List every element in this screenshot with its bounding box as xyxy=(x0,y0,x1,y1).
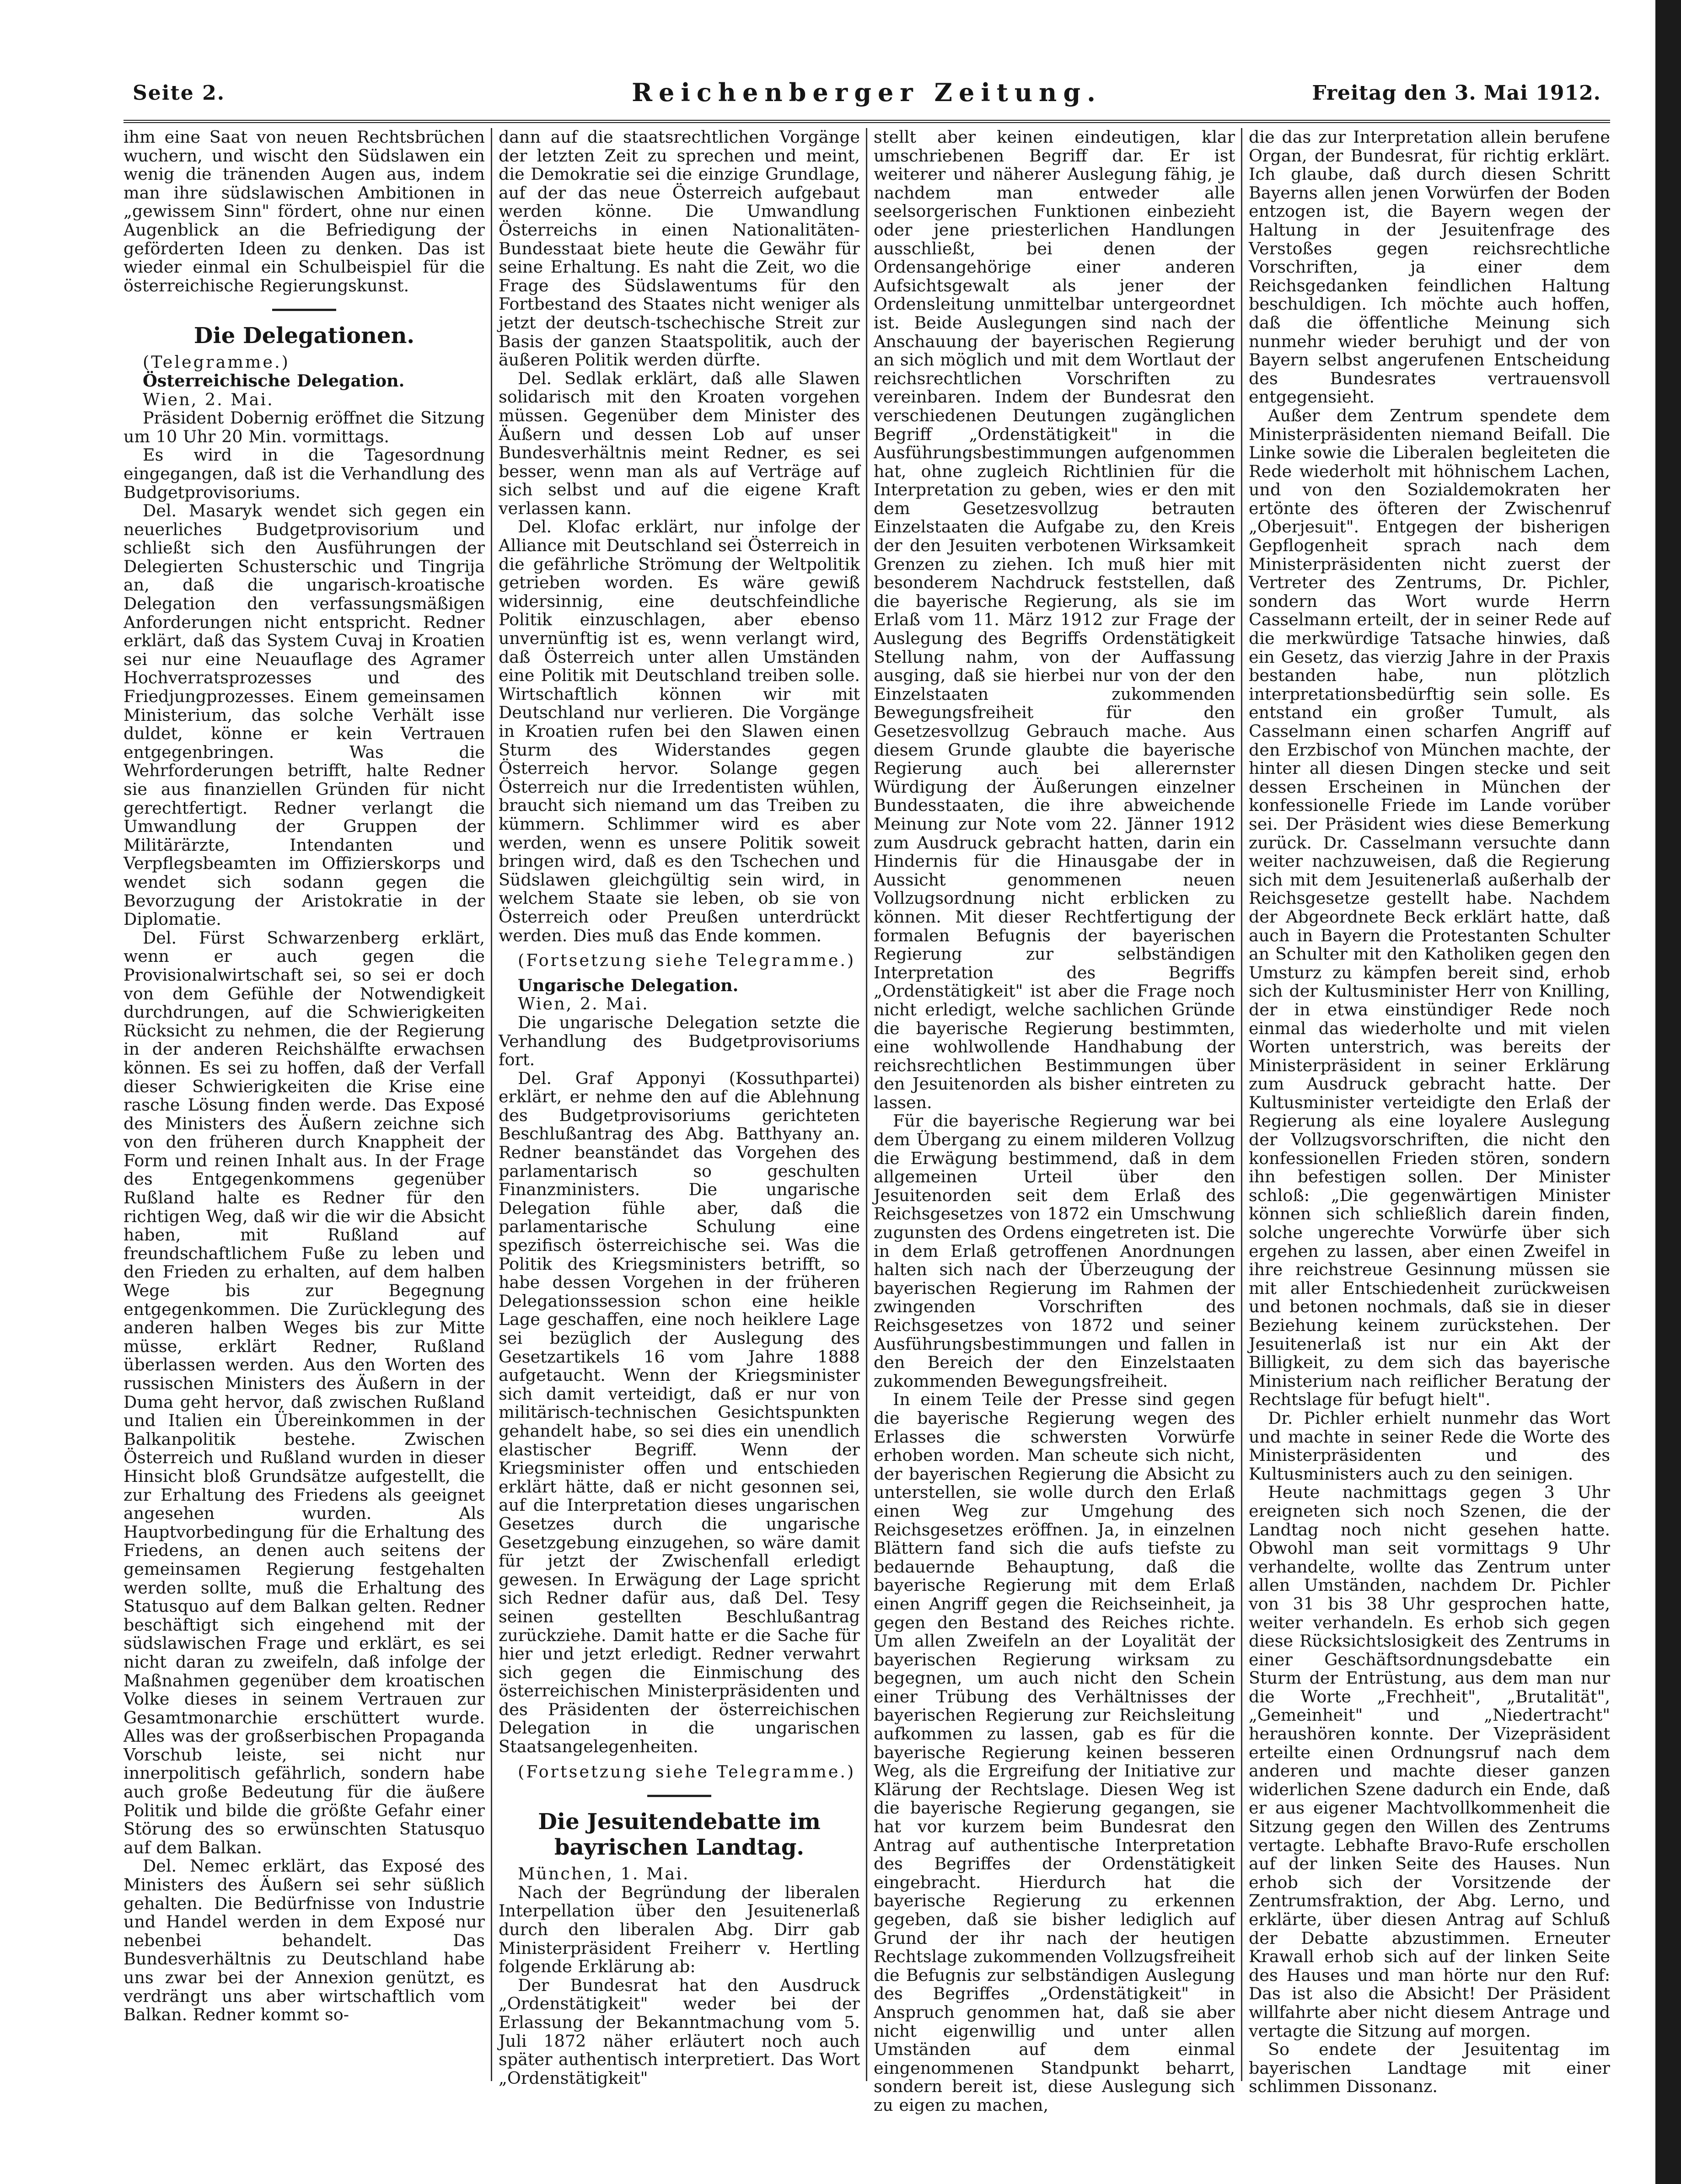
page-number: Seite 2. xyxy=(133,81,226,105)
article-text: ihm eine Saat von neuen Rechtsbrüchen wuchern, und wischt den Südslawen ein wenig die tränenden Augen aus, indem man ihre südslawischen Ambitionen in „gewissem Sinn" fördert, ohne nur einen Augenblick an die Befriedigung der geförderten Ideen zu denken. Das ist wieder einmal ein Schulbeispiel für die österreichische Regierungskunst. xyxy=(124,127,485,295)
section-subheading: Ungarische Delegation. xyxy=(518,975,739,995)
section-rule xyxy=(272,309,336,311)
article-text: In einem Teile der Presse sind gegen die bayerische Regierung wegen des Erlasses die schwersten Vorwürfe erhoben worden. Man scheute sich nicht, der bayerischen Regierung die Absicht zu unterstellen, sie wolle durch den Erlaß einen Weg zur Umgehung des Reichsgesetzes eröffnen. Ja, in einzelnen Blättern fand sich die aufs tiefste zu bedauernde Behauptung, daß die bayerische Regierung mit dem Erlaß einen Angriff gegen die Reichseinheit, ja gegen den Bestand des Reiches richte. Um allen Zweifeln an der Loyalität der bayerischen Regierung wirksam zu begegnen, um auch nicht den Schein einer Trübung des Verhältnisses der bayerischen Regierung zur Reichsleitung aufkommen zu lassen, gab es für die bayerische Regierung keinen besseren Weg, als die Ergreifung der Initiative zur Klärung der Rechtslage. Diesen Weg ist die bayerische Regierung gegangen, sie hat vor kurzem beim Bundesrat den Antrag auf authentische Interpretation des Begriffes der Ordenstätigkeit eingebracht. Hierdurch hat die bayerische Regierung zu erkennen gegeben, daß sie bisher lediglich auf Grund der ihr nach der heutigen Rechtslage zukommenden Vollzugsfreiheit die Befugnis zur selbständigen Auslegung des Begriffes „Ordenstätigkeit" in Anspruch genommen hat, daß sie aber nicht eigenwillig und unter allen Umständen auf dem einmal eingenommenen Standpunkt beharrt, sondern bereit ist, diese Auslegung sich zu eigen zu machen, xyxy=(874,1390,1235,2115)
dateline: Wien, 2. Mai. xyxy=(518,994,649,1014)
newspaper-title: Reichenberger Zeitung. xyxy=(632,78,1102,107)
column-3 xyxy=(874,127,1235,2115)
article-text: Del. Nemec erklärt, das Exposé des Ministers des Äußern sei sehr süßlich gehalten. Die Bedürfnisse von Industrie und Handel werden in dem Exposé nur nebenbei behandelt. Das Bundesverhältnis zu Deutschland habe uns zwar bei der Annexion genützt, es verdrängt uns aber wirtschaftlich vom Balkan. Redner kommt so- xyxy=(124,1856,485,2025)
section-heading: Die Jesuitendebatte im bayrischen Landtag. xyxy=(538,1809,821,1861)
column-2 xyxy=(499,128,860,2086)
masthead xyxy=(124,78,1610,117)
article-text: Außer dem Zentrum spendete dem Ministerpräsidenten niemand Beifall. Die Linke sowie die Liberalen begleiteten die Rede wiederholt mit höhnischem Lachen, und von den Sozialdemokraten her ertönte des öfteren der Zwischenruf „Oberjesuit". Entgegen der bisherigen Gepflogenheit sprach nach dem Ministerpräsidenten nicht zuerst der Vertreter des Zentrums, Dr. Pichler, sondern das Wort wurde Herrn Casselmann erteilt, der in seiner Rede auf die merkwürdige Tatsache hinwies, daß ein Gesetz, das vierzig Jahre in der Praxis bestanden habe, nun plötzlich interpretationsbedürftig sein solle. Es entstand ein großer Tumult, als Casselmann einen scharfen Angriff auf den Erzbischof von München machte, der hinter all diesen Dingen stecke und seit dessen Erscheinen in München der konfessionelle Friede im Lande vorüber sei. Der Präsident wies diese Bemerkung zurück. Dr. Casselmann versuchte dann weiter nachzuweisen, daß die Regierung sich mit dem Jesuitenerlaß außerhalb der Reichsgesetze gestellt habe. Nachdem der Abgeordnete Beck erklärt hatte, daß auch in Bayern die Protestanten Schulter an Schulter mit den Katholiken gegen den Umsturz zu kämpfen bereit sind, erhob sich der Kultusminister Herr von Knilling, der in etwa einstündiger Rede noch einmal das wiederholte und mit vielen Worten unterstrich, was bereits der Ministerpräsident in seiner Erklärung zum Ausdruck gebracht hatte. Der Kultusminister verteidigte den Erlaß der Regierung als eine loyalere Auslegung der Vollzugsvorschriften, die nicht den konfessionellen Frieden stören, sondern ihn befestigen sollen. Der Minister schloß: „Die gegenwärtigen Minister können sich schließlich darein finden, solche ungerechte Vorwürfe über sich ergehen zu lassen, aber einen Zweifel in ihre reichstreue Gesinnung müssen sie mit aller Entschiedenheit zurückweisen und betonen nochmals, daß sie in dieser Beziehung keinem zurückstehen. Der Jesuitenerlaß ist nur ein Akt der Billigkeit, zu dem sich das bayerische Ministerium nach reiflicher Beratung der Rechtslage für befugt hielt". xyxy=(1249,405,1610,1410)
column-divider xyxy=(491,128,492,2081)
dateline: Wien, 2. Mai. xyxy=(143,389,274,409)
article-text: Heute nachmittags gegen 3 Uhr ereigneten sich noch Szenen, die der Landtag noch nicht gesehen hatte. Obwohl man seit vormittags 9 Uhr verhandelte, wollte das Zentrum unter allen Umständen, nachdem Dr. Pichler von 31 bis 38 Uhr gesprochen hatte, weiter verhandeln. Es erhob sich gegen diese Rücksichtslosigkeit des Zentrums in einer Geschäftsordnungsdebatte ein Sturm der Entrüstung, aus dem man nur die Worte „Frechheit", „Brutalität", „Gemeinheit" und „Niedertracht" heraushören konnte. Der Vizepräsident erteilte einen Ordnungsruf nach dem anderen und machte dieser ganzen widerlichen Szene dadurch ein Ende, daß er aus eigener Machtvollkommenheit die Sitzung gegen den Willen des Zentrums vertagte. Lebhafte Bravo-Rufe erschollen auf der linken Seite des Hauses. Nun erhob sich der Vorsitzende der Zentrumsfraktion, der Abg. Lerno, und erklärte, über diesen Antrag auf Schluß der Debatte abzustimmen. Erneuter Krawall erhob sich auf der linken Seite des Hauses und man hörte nur den Ruf: Das ist also die Absicht! Der Präsident willfahrte aber nicht diesem Antrage und vertagte die Sitzung auf morgen. xyxy=(1249,1482,1610,2041)
section-rule xyxy=(647,1795,711,1797)
article-text: Nach der Begründung der liberalen Interpellation über den Jesuitenerlaß durch den liberalen Abg. Dirr gab Ministerpräsident Freiherr v. Hertling folgende Erklärung ab: xyxy=(499,1882,860,1977)
column-divider xyxy=(1241,128,1242,2081)
section-subheading: (Telegramme.) xyxy=(143,352,290,372)
header-rule xyxy=(124,120,1610,123)
column-4 xyxy=(1249,127,1610,2097)
article-text: die das zur Interpretation allein berufene Organ, der Bundesrat, für richtig erklärt. Ich glaube, daß durch diesen Schritt Bayerns allen jenen Vorwürfen der Boden entzogen ist, die Bayern wegen der Haltung in der Jesuitenfrage des Verstoßes gegen reichsrechtliche Vorschriften, ja einer dem Reichsgedanken feindlichen Haltung beschuldigen. Ich möchte auch hoffen, daß die öffentliche Meinung sich nunmehr wieder beruhigt und der von Bayern selbst angerufenen Entscheidung des Bundesrates vertrauensvoll entgegensieht. xyxy=(1249,127,1610,407)
article-text: So endete der Jesuitentag im bayerischen Landtage mit einer schlimmen Dissonanz. xyxy=(1249,2039,1610,2097)
continuation-note: (Fortsetzung siehe Telegramme.) xyxy=(518,950,856,971)
article-text: Präsident Dobernig eröffnet die Sitzung um 10 Uhr 20 Min. vormittags. xyxy=(124,408,485,446)
article-text: Für die bayerische Regierung war bei dem Übergang zu einem milderen Vollzug die Erwägung bestimmend, daß in dem allgemeinen Urteil über den Jesuitenorden seit dem Erlaß des Reichsgesetzes von 1872 ein Umschwung zugunsten des Ordens eingetreten ist. Die in dem Erlaß getroffenen Anordnungen halten sich nach der Überzeugung der bayerischen Regierung im Rahmen der zwingenden Vorschriften des Reichsgesetzes von 1872 und seiner Ausführungsbestimmungen und fallen in den Bereich der den Einzelstaaten zukommenden Bewegungsfreiheit. xyxy=(874,1111,1235,1391)
issue-date: Freitag den 3. Mai 1912. xyxy=(1312,81,1601,105)
article-text: Dr. Pichler erhielt nunmehr das Wort und machte in seiner Rede die Worte des Ministerpräsidenten und des Kultusministers auch zu den seinigen. xyxy=(1249,1408,1610,1484)
article-text: Del. Masaryk wendet sich gegen ein neuerliches Budgetprovisorium und schließt sich den Ausführungen der Delegierten Schusterschic und Tingrija an, daß die ungarisch-kroatische Delegation den verfassungsmäßigen Anforderungen nicht entspricht. Redner erklärt, daß das System Cuvaj in Kroatien sei nur eine Neuauflage des Agramer Hochverratsprozesses und des Friedjungprozesses. Einem gemeinsamen Ministerium, das solche Verhält isse duldet, könne er kein Vertrauen entgegenbringen. Was die Wehrforderungen betrifft, halte Redner sie aus finanziellen Gründen für nicht gerechtfertigt. Redner verlangt die Umwandlung der Gruppen der Militärärzte, Intendanten und Verpflegsbeamten im Offizierskorps und wendet sich sodann gegen die Bevorzugung der Aristokratie in der Diplomatie. xyxy=(124,501,485,929)
article-text: Der Bundesrat hat den Ausdruck „Ordenstätigkeit" weder bei der Erlassung der Bekanntmachung vom 5. Juli 1872 näher erläutert noch auch später authentisch interpretiert. Das Wort „Ordenstätigkeit" xyxy=(499,1975,860,2088)
column-divider xyxy=(866,128,867,2081)
article-text: Del. Graf Apponyi (Kossuthpartei) erklärt, er nehme den auf die Ablehnung des Budgetprovisoriums gerichteten Beschlußantrag des Abg. Batthyany an. Redner beanständet das Vorgehen des parlamentarisch so geschulten Finanzministers. Die ungarische Delegation fühle aber, daß die parlamentarische Schulung eine spezifisch österreichische sei. Was die Politik des Kriegsministers betrifft, so habe dessen Vorgehen in der früheren Delegationssession schon eine heikle Lage geschaffen, eine noch heiklere Lage sei bezüglich der Auslegung des Gesetzartikels 16 vom Jahre 1888 aufgetaucht. Wenn der Kriegsminister sich damit verteidigt, daß er nur von militärisch-technischen Gesichtspunkten gehandelt habe, so sei dies ein unendlich elastischer Begriff. Wenn der Kriegsminister offen und entschieden erklärt hätte, daß er nicht gesonnen sei, auf die Interpretation dieses ungarischen Gesetzes durch die ungarische Gesetzgebung einzugehen, so wäre damit für jetzt der Zwischenfall erledigt gewesen. In Erwägung der Lage spricht sich Redner dafür aus, daß Del. Tesy seinen gestellten Beschlußantrag zurückziehe. Damit hatte er die Sache für hier und jetzt erledigt. Redner verwahrt sich gegen die Einmischung des österreichischen Ministerpräsidenten und des Präsidenten der österreichischen Delegation in die ungarischen Staatsangelegenheiten. xyxy=(499,1068,860,1757)
article-text: Es wird in die Tagesordnung eingegangen, daß ist die Verhandlung des Budgetprovisoriums. xyxy=(124,445,485,502)
article-text: stellt aber keinen eindeutigen, klar umschriebenen Begriff dar. Er ist weiterer und näherer Auslegung fähig, je nachdem man entweder alle seelsorgerischen Funktionen einbezieht oder jene priesterlichen Handlungen ausschließt, bei denen der Ordensangehörige einer anderen Aufsichtsgewalt als jener der Ordensleitung unmittelbar untergeordnet ist. Beide Auslegungen sind nach der Anschauung der bayerischen Regierung an sich möglich und mit dem Wortlaut der reichsrechtlichen Vorschriften zu vereinbaren. Indem der Bundesrat den verschiedenen Deutungen zugänglichen Begriff „Ordenstätigkeit" in die Ausführungsbestimmungen aufgenommen hat, ohne zugleich Richtlinien für die Interpretation zu geben, wies er den mit dem Gesetzesvollzug betrauten Einzelstaaten die Aufgabe zu, den Kreis der den Jesuiten verbotenen Wirksamkeit Grenzen zu ziehen. Ich muß hier mit besonderem Nachdruck feststellen, daß die bayerische Regierung, als sie im Erlaß vom 11. März 1912 zur Frage der Auslegung des Begriffs Ordenstätigkeit Stellung nahm, von der Auffassung ausging, daß sie hierbei nur von der den Einzelstaaten zukommenden Bewegungsfreiheit für den Gesetzesvollzug Gebrauch mache. Aus diesem Grunde glaubte die bayerische Regierung auch bei allerernster Würdigung der Äußerungen einzelner Bundesstaaten, die ihre abweichende Meinung zur Note vom 22. Jänner 1912 zum Ausdruck gebracht hatten, darin ein Hindernis für die Hinausgabe der in Aussicht genommenen neuen Vollzugsordnung nicht erblicken zu können. Mit dieser Rechtfertigung der formalen Befugnis der bayerischen Regierung zur selbständigen Interpretation des Begriffs „Ordenstätigkeit" ist aber die Frage noch nicht erledigt, welche sachlichen Gründe die bayerische Regierung bestimmten, eine wohlwollende Handhabung der reichsrechtlichen Bestimmungen über den Jesuitenorden als bisher eintreten zu lassen. xyxy=(874,127,1235,1112)
article-text: Del. Klofac erklärt, nur infolge der Alliance mit Deutschland sei Österreich in die gefährliche Strömung der Weltpolitik getrieben worden. Es wäre gewiß widersinnig, eine deutschfeindliche Politik einzuschlagen, aber ebenso unvernünftig ist es, wenn verlangt wird, daß Österreich unter allen Umständen eine Politik mit Deutschland treiben solle. Wirtschaftlich können wir mit Deutschland nur verlieren. Die Vorgänge in Kroatien rufen bei den Slawen einen Sturm des Widerstandes gegen Österreich hervor. Solange gegen Österreich nur die Irredentisten wühlen, braucht sich niemand um das Treiben zu kümmern. Schlimmer wird es aber werden, wenn es unsere Politik soweit bringen wird, daß es den Tschechen und Südslawen gleichgültig sein wird, in welchem Staate sie leben, ob sie von Österreich oder Preußen unterdrückt werden. Dies muß das Ende kommen. xyxy=(499,517,860,945)
section-heading: Die Delegationen. xyxy=(193,323,415,349)
column-1 xyxy=(124,128,485,2086)
article-text: Del. Sedlak erklärt, daß alle Slawen solidarisch mit den Kroaten vorgehen müssen. Gegenüber dem Minister des Äußern und dessen Lob auf unser Bundesverhältnis meint Redner, es sei besser, wenn man als auf Verträge auf sich selbst und auf die eigene Kraft verlassen kann. xyxy=(499,368,860,518)
continuation-note: (Fortsetzung siehe Telegramme.) xyxy=(518,1761,856,1782)
article-text: Del. Fürst Schwarzenberg erklärt, wenn er auch gegen die Provisionalwirtschaft sei, so sei er doch von dem Gefühle der Notwendigkeit durchdrungen, auf die Schwierigkeiten Rücksicht zu nehmen, die der Regierung in der anderen Reichshälfte erwachsen können. Es sei zu hoffen, daß der Verfall dieser Schwierigkeiten die Krise eine rasche Lösung finden werde. Das Exposé des Ministers des Äußern zeichne sich von den früheren durch Knappheit der Form und reinen Inhalt aus. In der Frage des Entgegenkommens gegenüber Rußland halte es Redner für den richtigen Weg, daß wir die wir die Absicht haben, mit Rußland auf freundschaftlichem Fuße zu leben und den Frieden zu erhalten, auf dem halben Wege bis zur Begegnung entgegenkommen. Die Zurücklegung des anderen halben Weges bis zur Mitte müsse, erklärt Redner, Rußland überlassen werden. Aus den Worten des russischen Ministers des Äußern in der Duma geht hervor, daß zwischen Rußland und Italien ein Übereinkommen in der Balkanpolitik bestehe. Zwischen Österreich und Rußland wurden in dieser Hinsicht bloß Grundsätze aufgestellt, die zur Erhaltung des Friedens als geeignet angesehen wurden. Als Hauptvorbedingung für die Erhaltung des Friedens, an denen auch seitens der gemeinsamen Regierung festgehalten werden sollte, muß die Erhaltung des Statusquo auf dem Balkan gelten. Redner beschäftigt sich eingehend mit der südslawischen Frage und erklärt, es sei nicht daran zu zweifeln, daß infolge der Maßnahmen gegenüber dem kroatischen Volke dieses in seinem Vertrauen zur Gesamtmonarchie erschüttert wurde. Alles was der großserbischen Propaganda Vorschub leiste, sei nicht nur innerpolitisch gefährlich, sondern habe auch große Bedeutung für die äußere Politik und bilde die größte Gefahr einer Störung des so erwünschten Statusquo auf dem Balkan. xyxy=(124,928,485,1857)
article-text: Die ungarische Delegation setzte die Verhandlung des Budgetprovisoriums fort. xyxy=(499,1012,860,1070)
section-subheading: Österreichische Delegation. xyxy=(143,370,405,391)
dateline: München, 1. Mai. xyxy=(518,1864,690,1884)
article-text: dann auf die staatsrechtlichen Vorgänge der letzten Zeit zu sprechen und meint, die Demokratie sei die einzige Grundlage, auf der das neue Österreich aufgebaut werden könne. Die Umwandlung Österreichs in einen Nationalitäten-Bundesstaat biete heute die Gewähr für seine Erhaltung. Es naht die Zeit, wo die Frage des Südslawentums für den Fortbestand des Staates nicht weniger als jetzt der deutsch-tschechische Streit zur Basis der ganzen Staatspolitik, auch der äußeren Politik werden dürfte. xyxy=(499,127,860,370)
scan-border xyxy=(1655,0,1681,2184)
